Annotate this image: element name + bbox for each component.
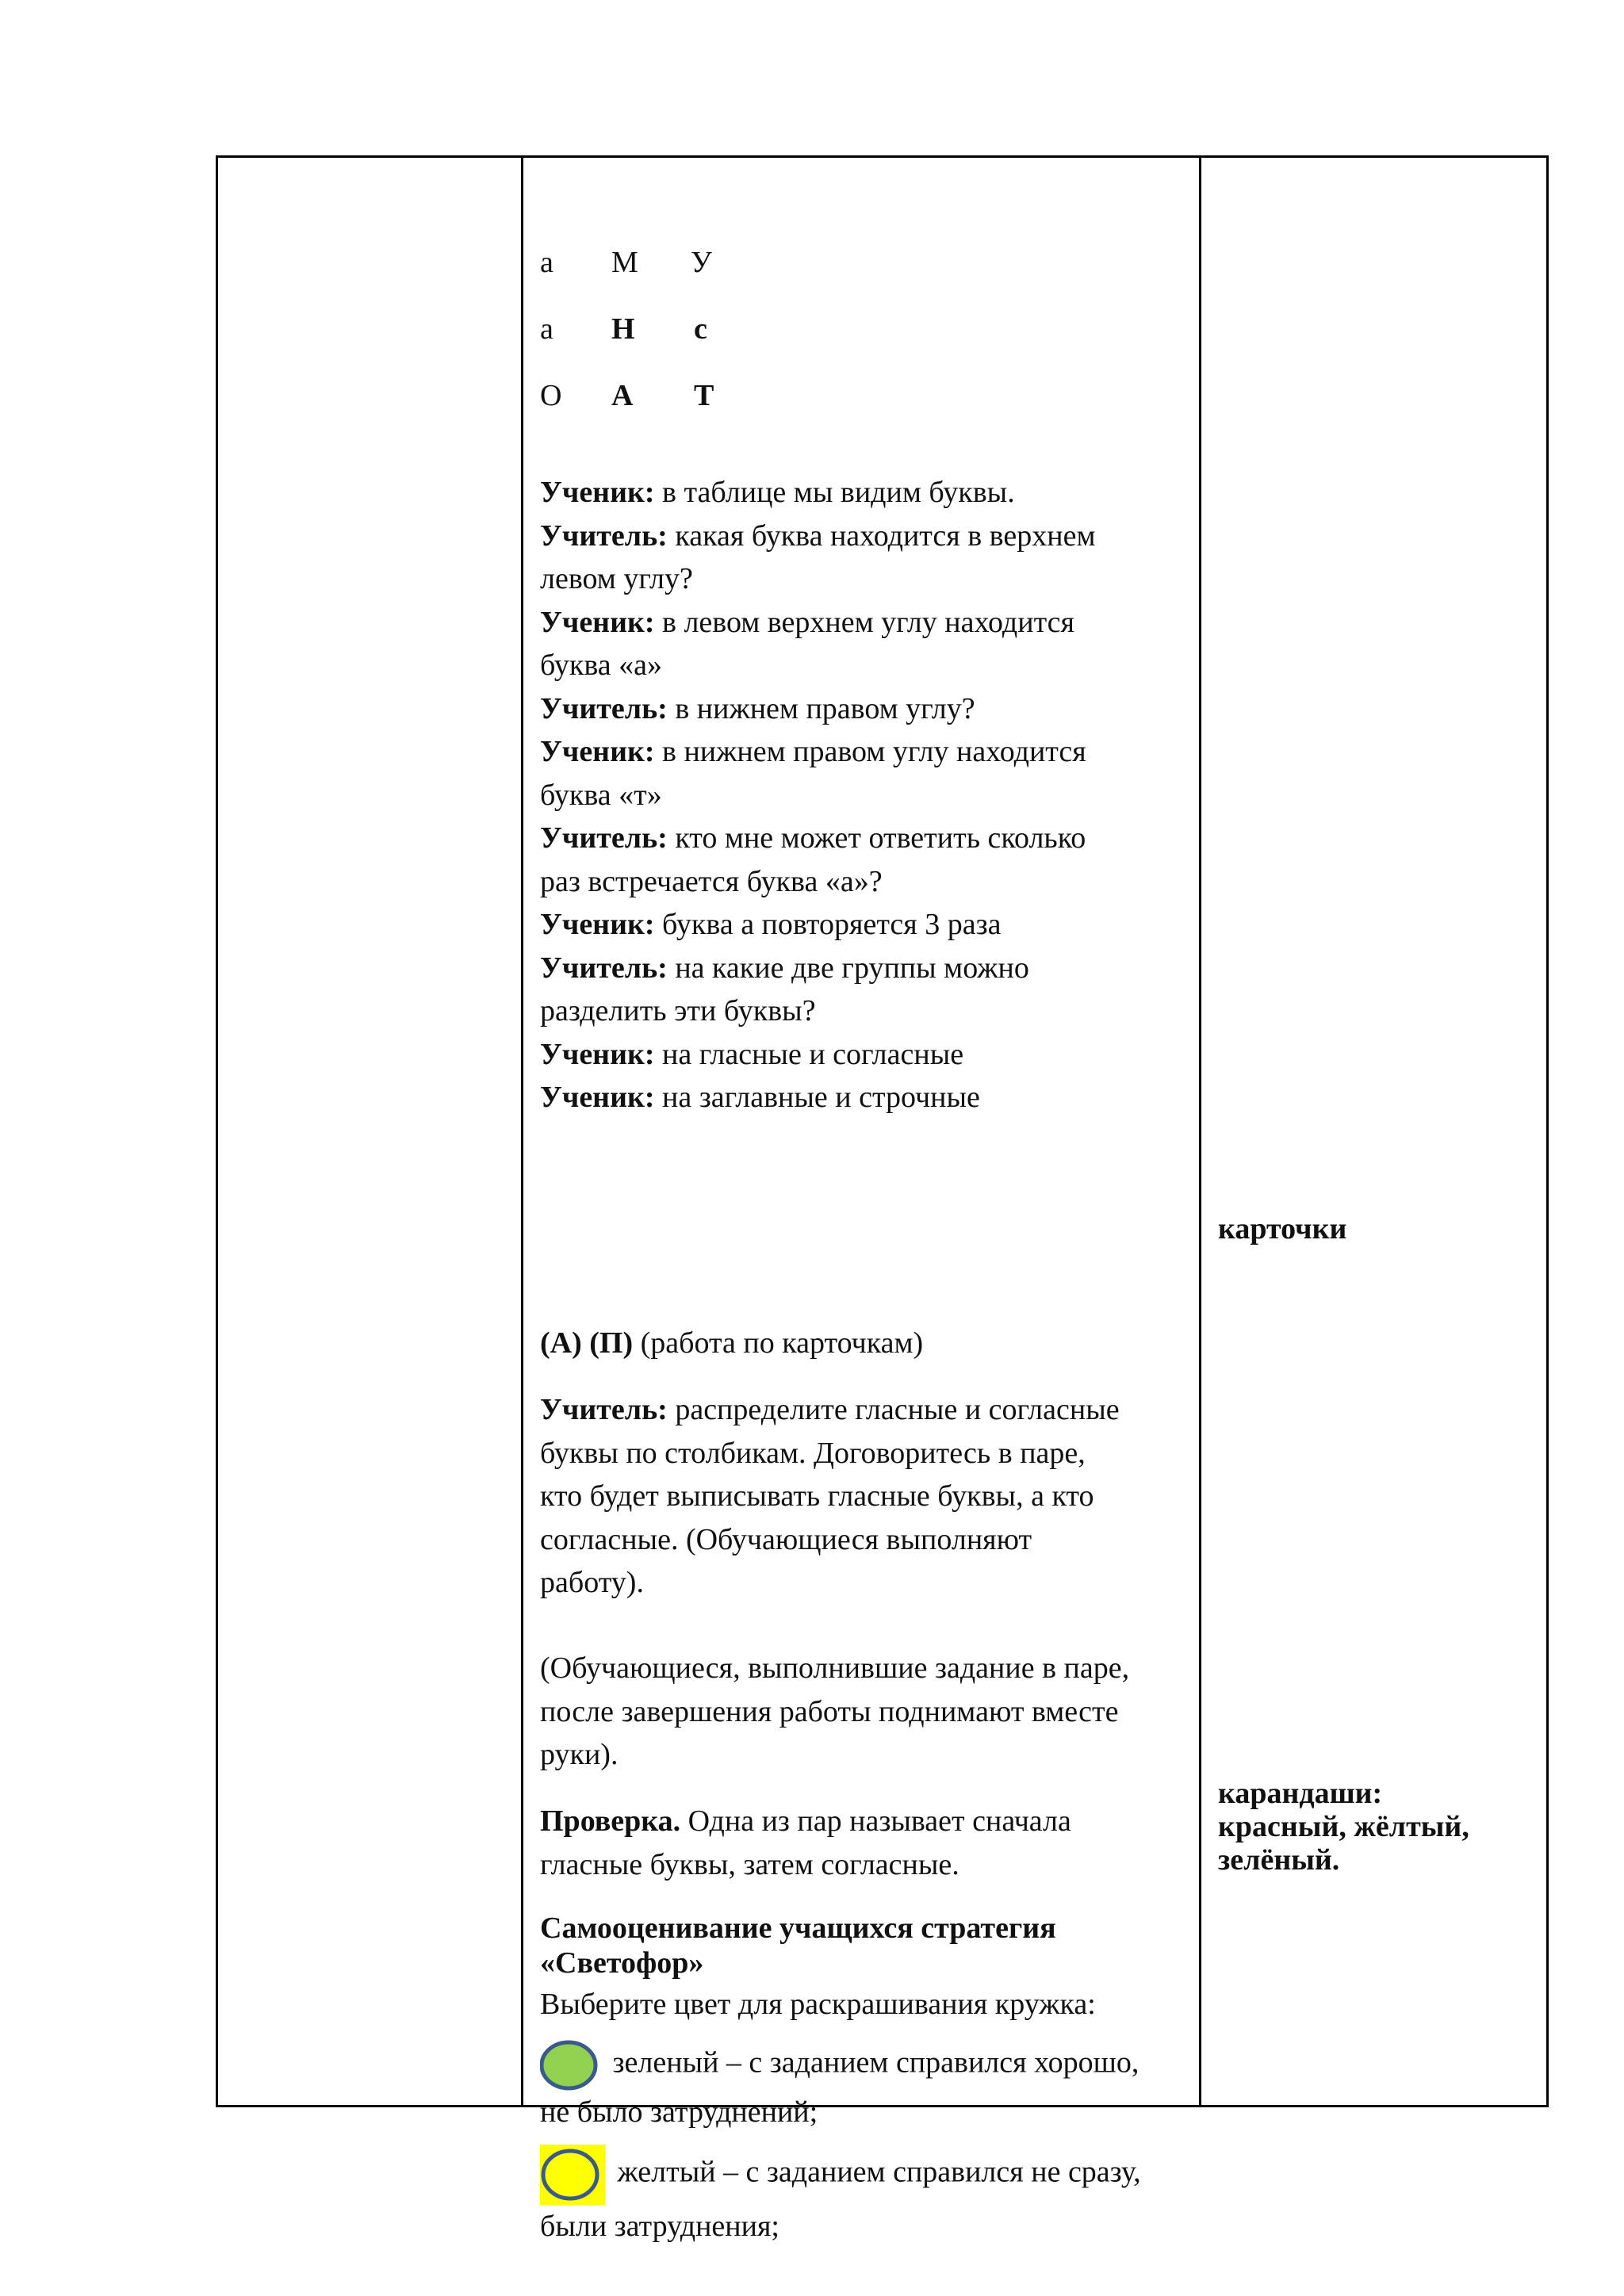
check-note: Проверка. Одна из пар называет сначала гласные буквы, затем согласные.: [540, 1804, 1071, 1881]
letter-cell: У: [691, 246, 712, 279]
dialogue-line: Учитель: какая буква находится в верхнем: [540, 519, 1096, 553]
dialogue-line: буква «а»: [540, 649, 663, 682]
dialogue-line: Учитель: в нижнем правом углу?: [540, 691, 975, 725]
dialogue-line: Ученик: в нижнем правом углу находится: [540, 735, 1086, 768]
letter-cell: Т: [694, 379, 714, 412]
resource-pencils: карандаши: красный, жёлтый, зелёный.: [1218, 1777, 1469, 1877]
teacher-task: Учитель: распределите гласные и согласные буквы по столбикам. Договоритесь в паре, кто будет выписывать гласные буквы, а кто согласные. (Обучающиеся выполняют работу).: [540, 1393, 1120, 1599]
cards-section-heading: (А) (П) (работа по карточкам): [540, 1326, 924, 1360]
yellow-option: желтый – с заданием справился не сразу, были затруднения;: [540, 2145, 1190, 2248]
letter-cell: О: [540, 379, 562, 412]
resources-cell: [1201, 158, 1546, 2105]
letter-cell: А: [611, 379, 634, 412]
letter-cell: Н: [611, 312, 635, 346]
dialogue-line: раз встречается буква «а»?: [540, 864, 883, 898]
lesson-table: [216, 155, 1549, 2243]
dialogue-line: Ученик: в левом верхнем углу находится: [540, 605, 1075, 639]
activity-cell: [523, 158, 1201, 2243]
letter-cell: а: [540, 312, 553, 346]
letter-cell: М: [611, 246, 638, 279]
dialogue: [540, 471, 1190, 1119]
dialogue-line: Ученик: на заглавные и строчные: [540, 1081, 980, 1114]
green-option: зеленый – с заданием справился хорошо, не было затруднений;: [540, 2040, 1190, 2134]
dialogue-line: Ученик: буква а повторяется 3 раза: [540, 908, 1002, 941]
dialogue-line: разделить эти буквы?: [540, 994, 816, 1027]
dialogue-line: Ученик: на гласные и согласные: [540, 1037, 964, 1071]
resource-cards: карточки: [1218, 1212, 1347, 1246]
green-circle-icon: [540, 2040, 600, 2091]
pair-note: (Обучающиеся, выполнившие задание в паре, после завершения работы поднимают вместе руки).: [540, 1651, 1130, 1771]
letter-cell: с: [694, 312, 707, 346]
dialogue-line: Ученик: в таблице мы видим буквы.: [540, 476, 1015, 509]
self-assessment-title: Самооценивание учащихся стратегия «Светофор»: [540, 1911, 1056, 1980]
self-assessment-instruction: Выберите цвет для раскрашивания кружка:: [540, 1988, 1096, 2021]
yellow-circle-icon: [540, 2145, 605, 2205]
dialogue-line: Учитель: кто мне может ответить сколько: [540, 821, 1086, 855]
dialogue-line: Учитель: на какие две группы можно: [540, 951, 1029, 985]
dialogue-line: буква «т»: [540, 778, 662, 812]
dialogue-line: левом углу?: [540, 562, 693, 595]
letter-cell: а: [540, 246, 553, 279]
